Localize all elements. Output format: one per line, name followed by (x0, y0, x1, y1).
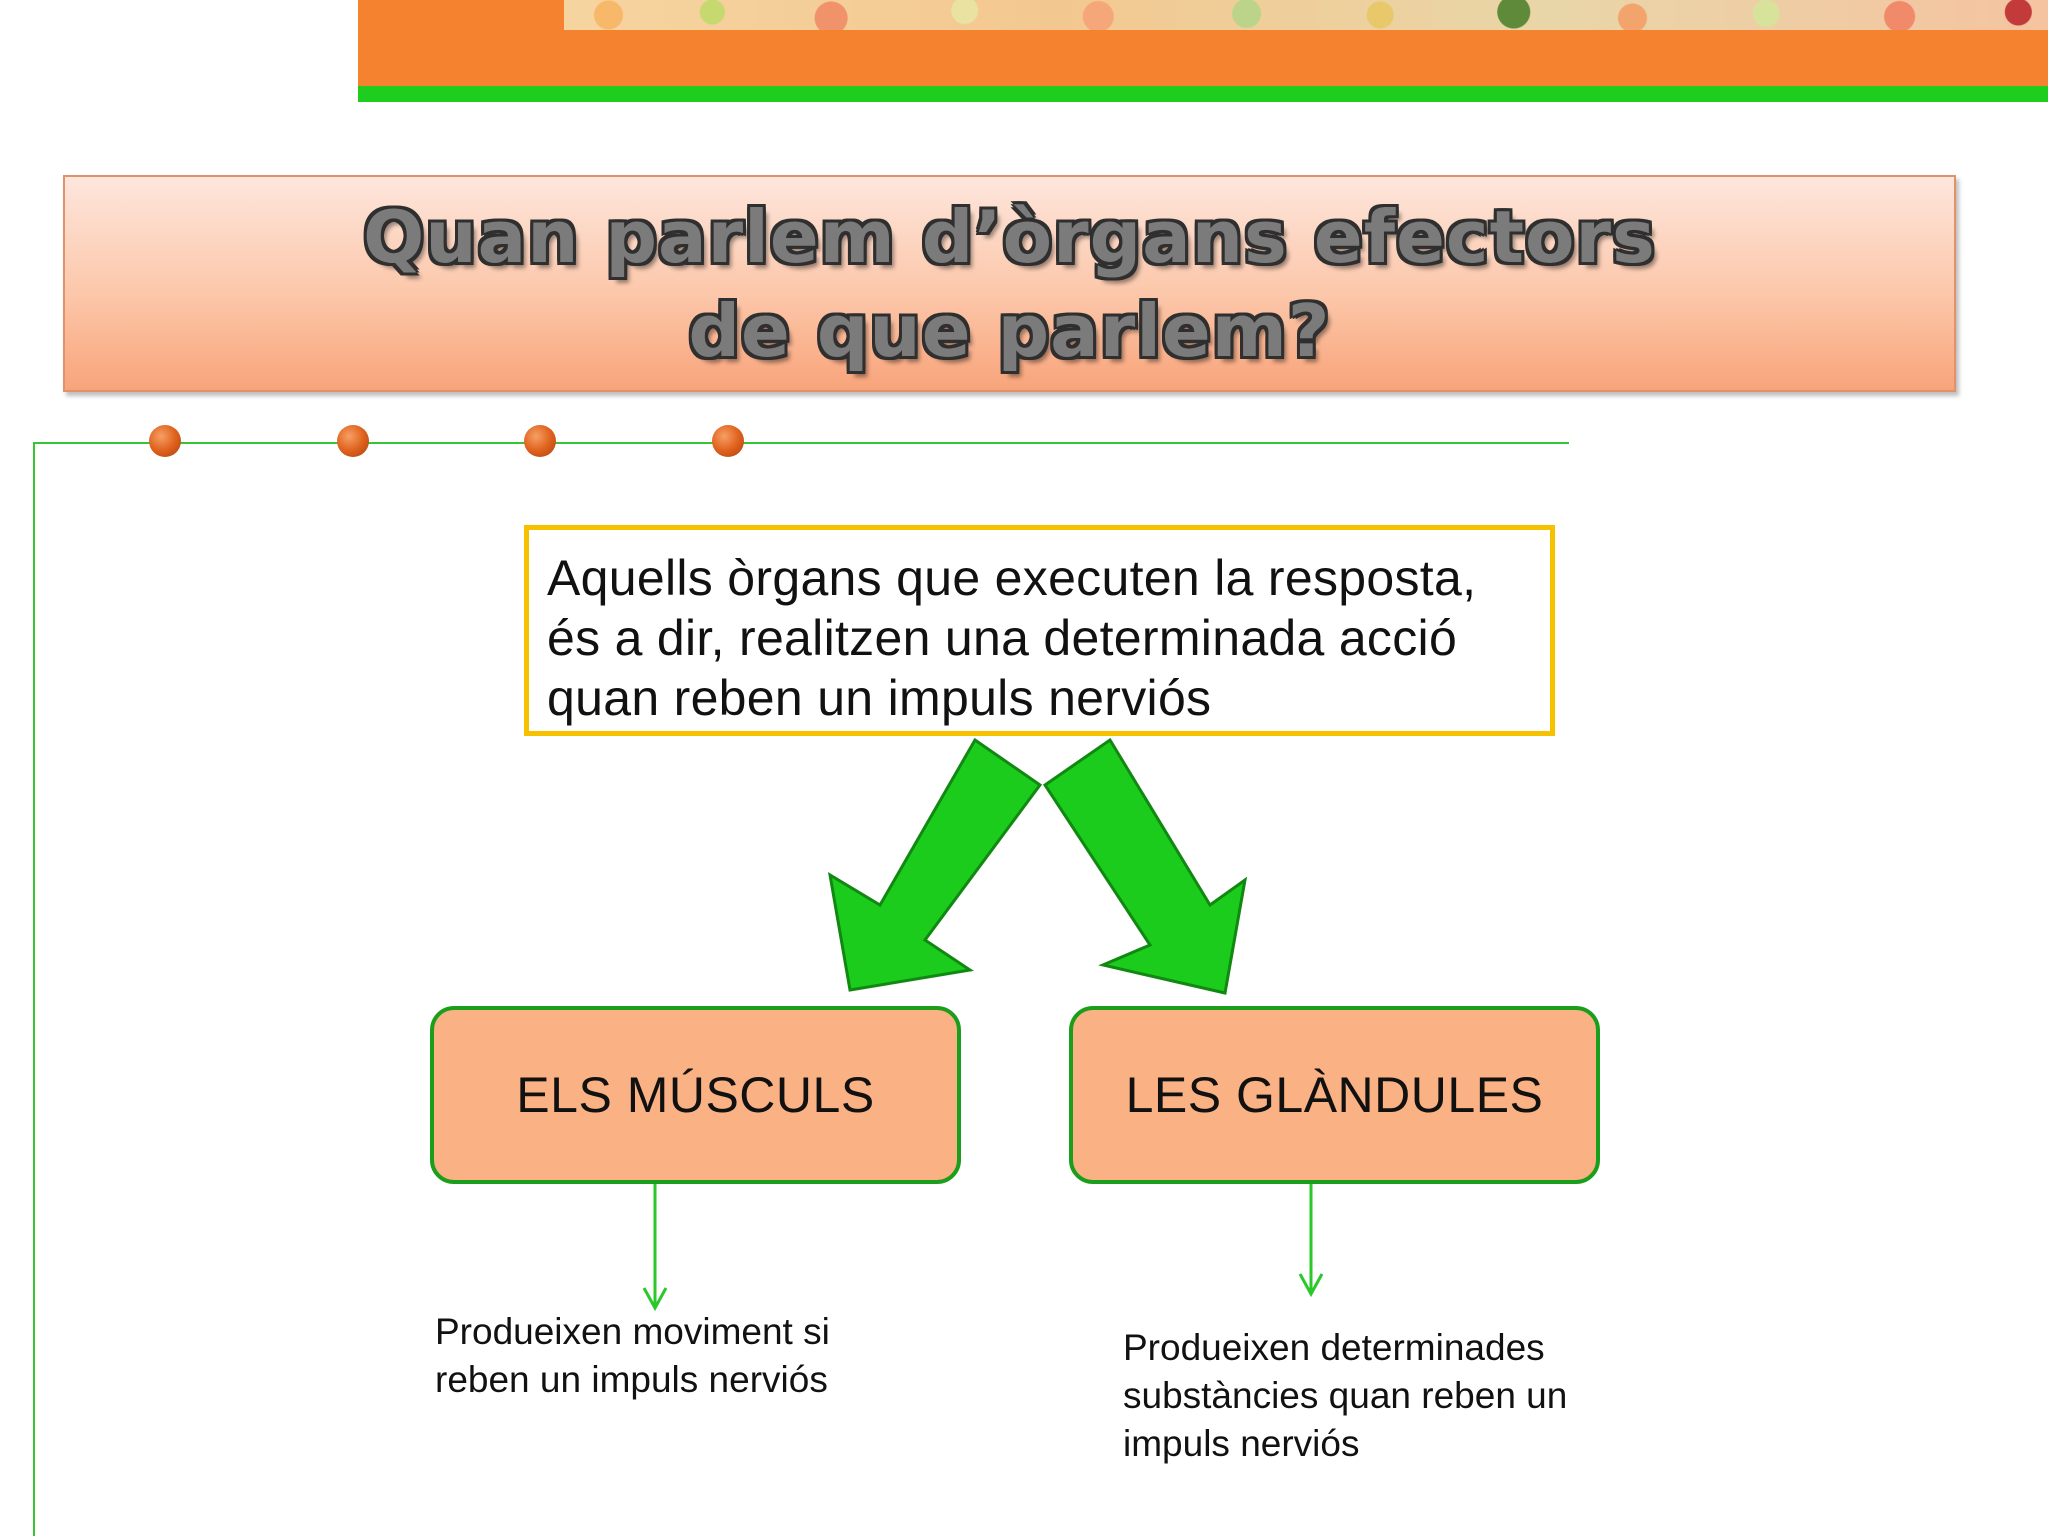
description-muscles: Produeixen moviment si reben un impuls nerviós (435, 1311, 830, 1400)
slide-title-line-2: de que parlem? (688, 288, 1331, 373)
arrow-to-muscles (830, 740, 1040, 990)
definition-text: Aquells òrgans que executen la resposta, és a dir, realitzen una determinada acció quan reben un impuls nerviós (547, 550, 1477, 726)
category-label-muscles: ELS MÚSCULS (516, 1067, 875, 1123)
slide-title-line-1: Quan parlem d’òrgans efectors (363, 194, 1656, 279)
category-box-muscles (430, 1006, 961, 1184)
category-box-glands (1069, 1006, 1600, 1184)
connector-arrow-glands (1300, 1184, 1322, 1294)
description-glands: Produeixen determinades substàncies quan reben un impuls nerviós (1123, 1327, 1568, 1464)
arrow-to-glands (1045, 740, 1245, 993)
category-label-glands: LES GLÀNDULES (1125, 1067, 1544, 1123)
connector-arrow-muscles (644, 1184, 666, 1308)
